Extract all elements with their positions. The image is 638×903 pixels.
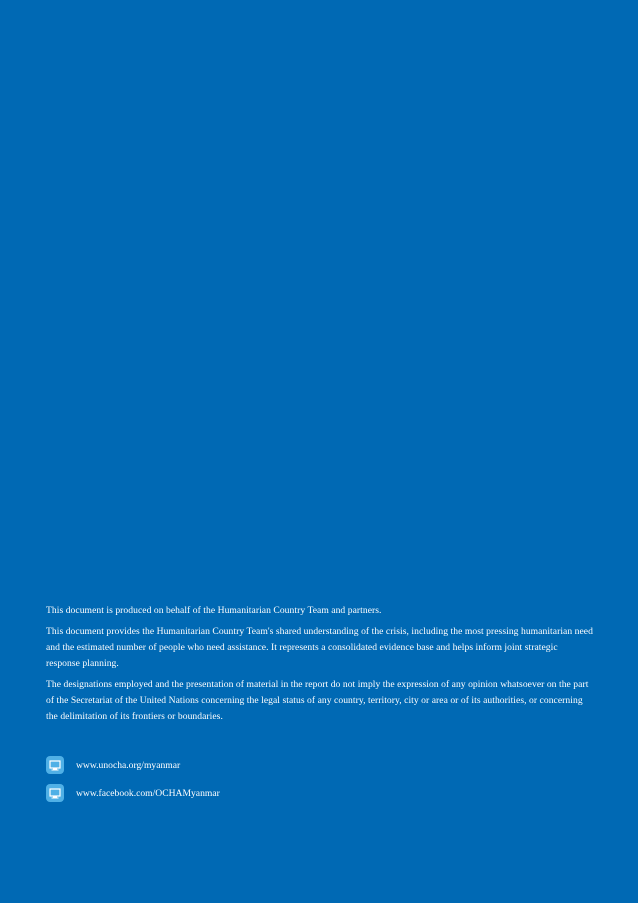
link-row-facebook xyxy=(46,783,220,803)
disclaimer-paragraph-shared-understanding: This document provides the Humanitarian Country Team's shared understanding of the crisis, including the most pressing humanitarian need and the estimated number of people who need assistance. It represents a consolidated evidence base and helps inform joint strategic response planning. xyxy=(46,626,593,669)
disclaimer-paragraph-produced-on-behalf: This document is produced on behalf of the Humanitarian Country Team and partners. xyxy=(46,605,382,616)
disclaimer-paragraph-designations: The designations employed and the presentation of material in the report do not imply the expression of any opinion whatsoever on the part of the Secretariat of the United Nations concerning the legal status of any country, territory, city or area or of its authorities, or concerning the delimitation of its frontiers or boundaries. xyxy=(46,679,589,722)
disclaimer-block xyxy=(46,603,594,730)
contact-links xyxy=(46,755,220,811)
computer-icon xyxy=(46,784,64,802)
unocha-myanmar-link[interactable]: www.unocha.org/myanmar xyxy=(76,759,181,771)
computer-icon xyxy=(46,756,64,774)
facebook-ocha-myanmar-link[interactable]: www.facebook.com/OCHAMyanmar xyxy=(76,787,220,799)
link-row-unocha xyxy=(46,755,220,775)
